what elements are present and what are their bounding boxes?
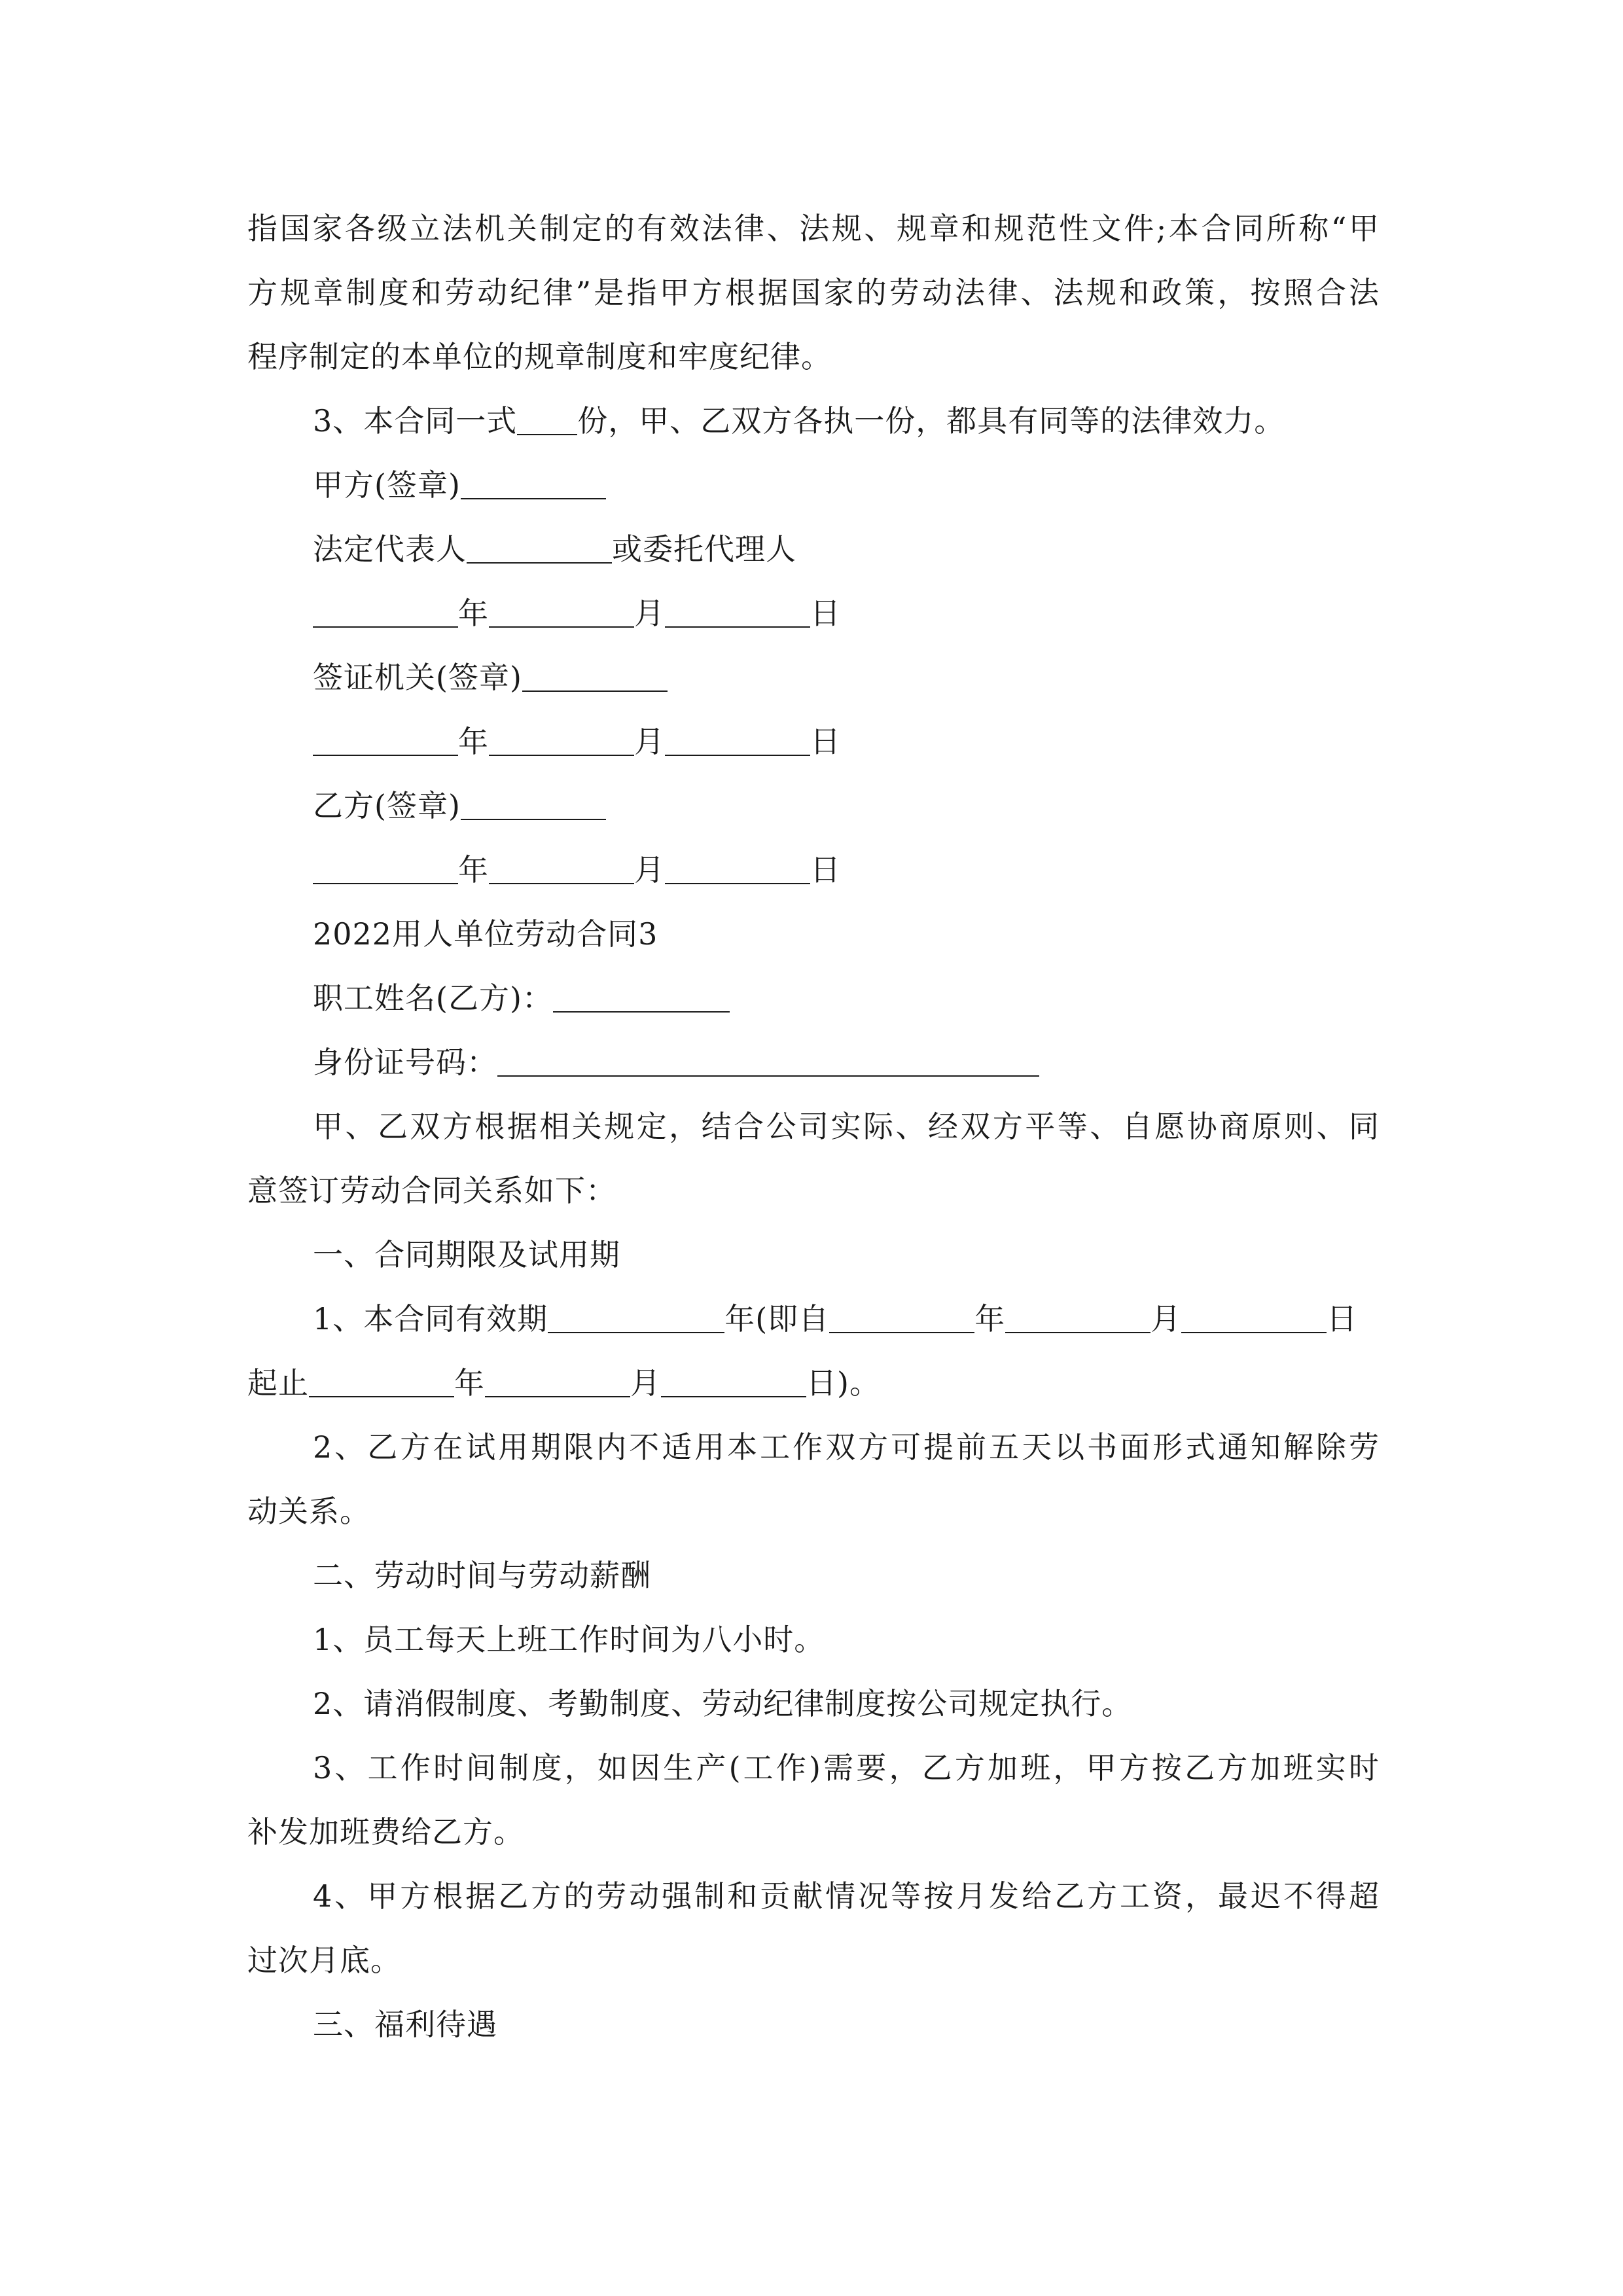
blank-end-year[interactable] bbox=[309, 1366, 454, 1397]
preamble-line-2: 意签订劳动合同关系如下： bbox=[247, 1173, 616, 1208]
blank-cert-authority[interactable] bbox=[522, 660, 668, 692]
section-3-heading: 三、福利待遇 bbox=[313, 2007, 497, 2042]
employee-name-line: 职工姓名(乙方)： bbox=[247, 966, 1380, 1030]
section-2-item-3-line-2: 补发加班费给乙方。 bbox=[247, 1814, 524, 1850]
blank-month[interactable] bbox=[489, 725, 634, 756]
blank-year[interactable] bbox=[313, 725, 458, 756]
section-1-item-2-line-2: 动关系。 bbox=[247, 1494, 370, 1529]
blank-end-day[interactable] bbox=[661, 1366, 806, 1397]
blank-month[interactable] bbox=[489, 596, 634, 628]
blank-legal-rep[interactable] bbox=[467, 532, 612, 564]
employee-id-line: 身份证号码： bbox=[247, 1030, 1380, 1094]
section-2-item-4-line-2: 过次月底。 bbox=[247, 1943, 401, 1978]
section-1-heading: 一、合同期限及试用期 bbox=[313, 1237, 620, 1272]
blank-day[interactable] bbox=[665, 725, 810, 756]
date-line-3: 年 月 日 bbox=[247, 838, 1380, 902]
section-2-heading: 二、劳动时间与劳动薪酬 bbox=[313, 1558, 651, 1593]
employee-id-field[interactable] bbox=[497, 1045, 1039, 1077]
document-page bbox=[247, 196, 1380, 2056]
blank-start-month[interactable] bbox=[1005, 1302, 1150, 1333]
cert-authority-signature: 签证机关(签章) bbox=[247, 645, 1380, 709]
clause-copies: 3、本合同一式 份，甲、乙双方各执一份，都具有同等的法律效力。 bbox=[313, 403, 1285, 439]
blank-start-day[interactable] bbox=[1181, 1302, 1327, 1333]
section-2-item-3-line-1: 3、工作时间制度，如因生产(工作)需要，乙方加班，甲方按乙方加班实时 bbox=[313, 1750, 1380, 1785]
blank-start-year[interactable] bbox=[829, 1302, 974, 1333]
intro-line-2: 方规章制度和劳动纪律”是指甲方根据国家的劳动法律、法规和政策，按照合法 bbox=[247, 275, 1380, 310]
blank-day[interactable] bbox=[665, 853, 810, 884]
section-1-item-2-line-1: 2、乙方在试用期限内不适用本工作双方可提前五天以书面形式通知解除劳 bbox=[313, 1429, 1380, 1465]
blank-term-years[interactable] bbox=[548, 1302, 724, 1333]
contract-title: 2022用人单位劳动合同3 bbox=[313, 916, 658, 952]
intro-line-1: 指国家各级立法机关制定的有效法律、法规、规章和规范性文件;本合同所称“甲 bbox=[247, 211, 1380, 246]
section-1-item-1-line-1: 1、本合同有效期 年(即自 年 月 日 bbox=[313, 1301, 1358, 1336]
section-1-item-1-line-2: 起止 年 月 日)。 bbox=[247, 1365, 880, 1401]
blank-copies[interactable] bbox=[517, 404, 577, 435]
blank-end-month[interactable] bbox=[485, 1366, 630, 1397]
blank-year[interactable] bbox=[313, 853, 458, 884]
section-2-item-1: 1、员工每天上班工作时间为八小时。 bbox=[313, 1622, 825, 1657]
section-2-item-2: 2、请消假制度、考勤制度、劳动纪律制度按公司规定执行。 bbox=[313, 1686, 1133, 1721]
preamble-line-1: 甲、乙双方根据相关规定，结合公司实际、经双方平等、自愿协商原则、同 bbox=[313, 1109, 1380, 1144]
date-line-2: 年 月 日 bbox=[247, 709, 1380, 774]
section-2-item-4-line-1: 4、甲方根据乙方的劳动强制和贡献情况等按月发给乙方工资，最迟不得超 bbox=[313, 1878, 1380, 1914]
intro-line-3: 程序制定的本单位的规章制度和牢度纪律。 bbox=[247, 339, 832, 374]
blank-month[interactable] bbox=[489, 853, 634, 884]
legal-rep-signature: 法定代表人 或委托代理人 bbox=[313, 531, 796, 567]
employee-name-field[interactable] bbox=[553, 981, 730, 1013]
blank-year[interactable] bbox=[313, 596, 458, 628]
date-line-1: 年 月 日 bbox=[247, 581, 1380, 645]
blank-party-a[interactable] bbox=[461, 468, 606, 499]
blank-day[interactable] bbox=[665, 596, 810, 628]
party-a-signature: 甲方(签章) bbox=[247, 453, 1380, 517]
party-b-signature: 乙方(签章) bbox=[247, 774, 1380, 838]
blank-party-b[interactable] bbox=[461, 789, 606, 820]
